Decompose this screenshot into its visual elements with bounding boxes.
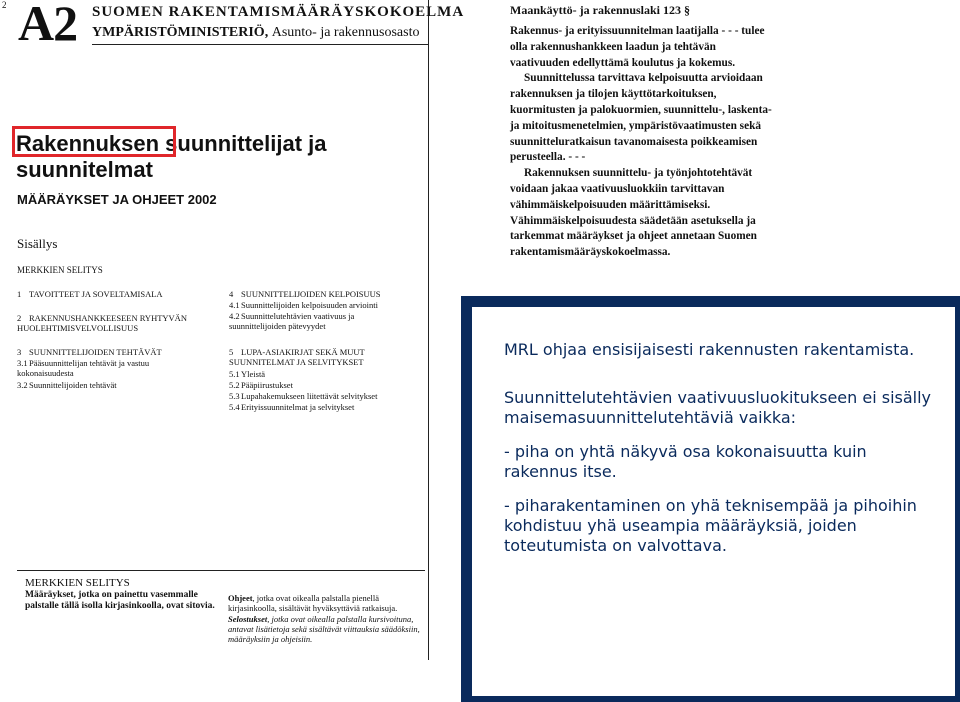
- toc-entry[interactable]: 1 TAVOITTEET JA SOVELTAMISALA: [17, 289, 163, 299]
- law-paragraph: Rakennus- ja erityissuunnitelman laatijalla - - - tulee olla rakennushankkeen laadun ja tehtävän vaativuuden edellyttämä koulutus ja kokemus.: [510, 25, 765, 69]
- toc-entry[interactable]: 4 SUUNNITTELIJOIDEN KELPOISUUS: [229, 289, 381, 299]
- legend-rule: [17, 570, 425, 571]
- toc-entry[interactable]: 2 RAKENNUSHANKKEESEEN RYHTYVÄN HUOLEHTIMISVELVOLLISUUS: [17, 313, 187, 333]
- page-number: 2: [2, 0, 7, 10]
- collection-name: SUOMEN RAKENTAMISMÄÄRÄYSKOKOELMA: [92, 4, 465, 20]
- toc-entry[interactable]: 4.1Suunnittelijoiden kelpoisuuden arviointi: [229, 300, 378, 310]
- law-heading: Maankäyttö- ja rakennuslaki 123 §: [510, 3, 691, 17]
- legend-link: MERKKIEN SELITYS: [17, 265, 103, 275]
- ministry-line: [92, 25, 419, 41]
- department-name: Asunto- ja rakennusosasto: [271, 25, 420, 40]
- legend-guidelines: Ohjeet, jotka ovat oikealla palstalla pienellä kirjasinkoolla, sisältävät hyväksyttäviä ratkaisuja.: [228, 593, 398, 613]
- toc-entry[interactable]: 3 SUUNNITTELIJOIDEN TEHTÄVÄT: [17, 347, 162, 357]
- document-code: A2: [18, 0, 78, 51]
- header-rule: [92, 44, 428, 45]
- toc-entry[interactable]: 3.2Suunnittelijoiden tehtävät: [17, 380, 117, 390]
- legend-heading: MERKKIEN SELITYS: [25, 577, 130, 589]
- law-paragraph: Suunnittelussa tarvittava kelpoisuutta arvioidaan rakennuksen ja tilojen käyttötarkoituksen, kuormitusten ja palokuormien, suunnittelu-, laskenta- ja mitoitusmenetelmien, ympäristövaatimusten sekä suunnitteluratkaisun tavanomaisesta poikkeamisen perusteella. - - -: [510, 72, 772, 164]
- law-text: [510, 24, 775, 261]
- title-rest: suunnittelijat ja: [159, 131, 327, 156]
- toc-entry[interactable]: 3.1Pääsuunnittelijan tehtävät ja vastuu kokonaisuudesta: [17, 358, 150, 378]
- contents-heading: Sisällys: [17, 236, 58, 251]
- toc-entry[interactable]: 5 LUPA-ASIAKIRJAT SEKÄ MUUT SUUNNITELMAT JA SELVITYKSET: [229, 347, 365, 367]
- legend-explanations: Selostukset, jotka ovat oikealla palstalla kursivoituna, antavat lisätietoja sekä sisältävät viittauksia säädöksiin, määräyksiin ja ohjeisiin.: [228, 614, 420, 644]
- legend-regulations: Määräykset, jotka on painettu vasemmalle palstalle tällä isolla kirjasinkoolla, ovat sitovia.: [25, 590, 215, 611]
- highlight-box: [12, 126, 176, 157]
- page-edge-line: [428, 0, 429, 660]
- document-subtitle: MÄÄRÄYKSET JA OHJEET 2002: [17, 192, 217, 207]
- note-text: [504, 340, 944, 570]
- title-line2: suunnitelmat: [16, 157, 153, 182]
- note-paragraph: - piha on yhtä näkyvä osa kokonaisuutta kuin rakennus itse.: [504, 442, 867, 481]
- note-paragraph: Suunnittelutehtävien vaativuusluokitukseen ei sisälly maisemasuunnittelutehtäviä vaikka:: [504, 388, 932, 427]
- note-paragraph: - piharakentaminen on yhä teknisempää ja pihoihin kohdistuu yhä useampia määräyksiä, joiden toteutumista on valvottava.: [504, 496, 917, 555]
- toc-entry[interactable]: 5.2Pääpiirustukset: [229, 380, 293, 390]
- law-paragraph: Rakennuksen suunnittelu- ja työnjohtotehtävät voidaan jakaa vaativuusluokkiin tarvittavan vähimmäiskelpoisuuden määrittämiseksi. Vähimmäiskelpoisuudesta säädetään asetuksella ja tarkemmat määräykset ja ohjeet annetaan Suomen rakentamismääräyskokoelmassa.: [510, 167, 757, 259]
- note-paragraph: MRL ohjaa ensisijaisesti rakennusten rakentamista.: [504, 340, 915, 359]
- title-word-highlighted: Rakennuksen: [16, 131, 160, 156]
- ministry-name: YMPÄRISTÖMINISTERIÖ,: [92, 25, 269, 40]
- toc-entry[interactable]: 5.1Yleistä: [229, 369, 266, 379]
- toc-entry[interactable]: 5.4Erityissuunnitelmat ja selvitykset: [229, 402, 355, 412]
- toc-entry[interactable]: 5.3Lupahakemukseen liitettävät selvitykset: [229, 391, 378, 401]
- toc-entry[interactable]: 4.2Suunnittelutehtävien vaativuus ja suunnittelijoiden pätevyydet: [229, 311, 355, 331]
